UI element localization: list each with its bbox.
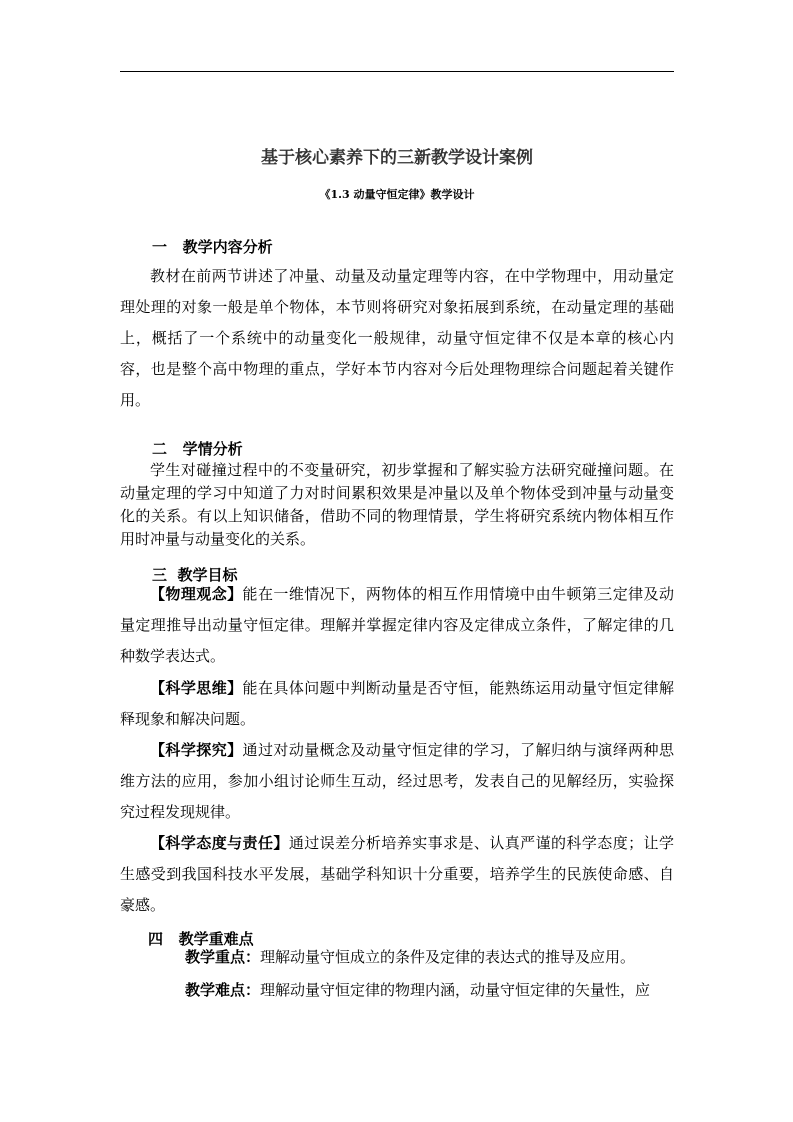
document-subtitle: 《1.3 动量守恒定律》教学设计 (319, 188, 475, 201)
objective-item-physics-concept (120, 579, 674, 672)
teaching-focus (185, 946, 674, 969)
objective-label: 【物理观念】 (150, 585, 243, 603)
objective-label: 【科学思维】 (150, 679, 243, 697)
section-heading-objectives: 三 教学目标 (152, 566, 238, 584)
objective-text: 通过误差分析培养实事求是、认真严谨的科学态度；让学生感受到我国科技水平发展，基础学科知识十分重要，培养学生的民族使命感、自豪感。 (120, 834, 674, 914)
objective-label: 【科学态度与责任】 (150, 834, 289, 852)
objective-label: 【科学探究】 (150, 741, 243, 759)
section-heading-key-points: 四 教学重难点 (148, 930, 254, 948)
student-analysis-paragraph: 学生对碰撞过程中的不变量研究，初步掌握和了解实验方法研究碰撞问题。在动量定理的学习中知道了力对时间累积效果是冲量以及单个物体受到冲量与动量变化的关系。有以上知识储备，借助不同的物理情景，学生将研究系统内物体相互作用时冲量与动量变化的关系。 (120, 461, 674, 548)
section-heading-content-analysis: 一 教学内容分析 (152, 238, 273, 256)
objective-item-scientific-inquiry (120, 735, 674, 828)
teaching-focus-label: 教学重点： (185, 948, 261, 966)
header-rule (120, 71, 674, 72)
section-heading-student-analysis: 二 学情分析 (152, 440, 243, 458)
content-analysis-paragraph: 教材在前两节讲述了冲量、动量及动量定理等内容，在中学物理中，用动量定理处理的对象一般是单个物体，本节则将研究对象拓展到系统，在动量定理的基础上，概括了一个系统中的动量变化一般规律，动量守恒定律不仅是本章的核心内容，也是整个高中物理的重点，学好本节内容对今后处理物理综合问题起着关键作用。 (120, 267, 674, 409)
objective-text: 通过对动量概念及动量守恒定律的学习，了解归纳与演绎两种思维方法的应用，参加小组讨论师生互动，经过思考，发表自己的见解经历，实验探究过程发现规律。 (120, 741, 674, 821)
teaching-difficulty-text: 理解动量守恒定律的物理内涵，动量守恒定律的矢量性，应 (260, 981, 651, 999)
objective-text: 能在一维情况下，两物体的相互作用情境中由牛顿第三定律及动量定理推导出动量守恒定律。理解并掌握定律内容及定律成立条件，了解定律的几种数学表达式。 (120, 585, 674, 665)
objective-text: 能在具体问题中判断动量是否守恒，能熟练运用动量守恒定律解释现象和解决问题。 (120, 679, 674, 728)
teaching-focus-text: 理解动量守恒成立的条件及定律的表达式的推导及应用。 (260, 948, 636, 966)
objective-item-scientific-thinking (120, 673, 674, 735)
teaching-difficulty (185, 979, 674, 1002)
document-title: 基于核心素养下的三新教学设计案例 (261, 148, 533, 168)
teaching-difficulty-label: 教学难点： (185, 981, 261, 999)
objective-item-attitude-responsibility (120, 828, 674, 921)
